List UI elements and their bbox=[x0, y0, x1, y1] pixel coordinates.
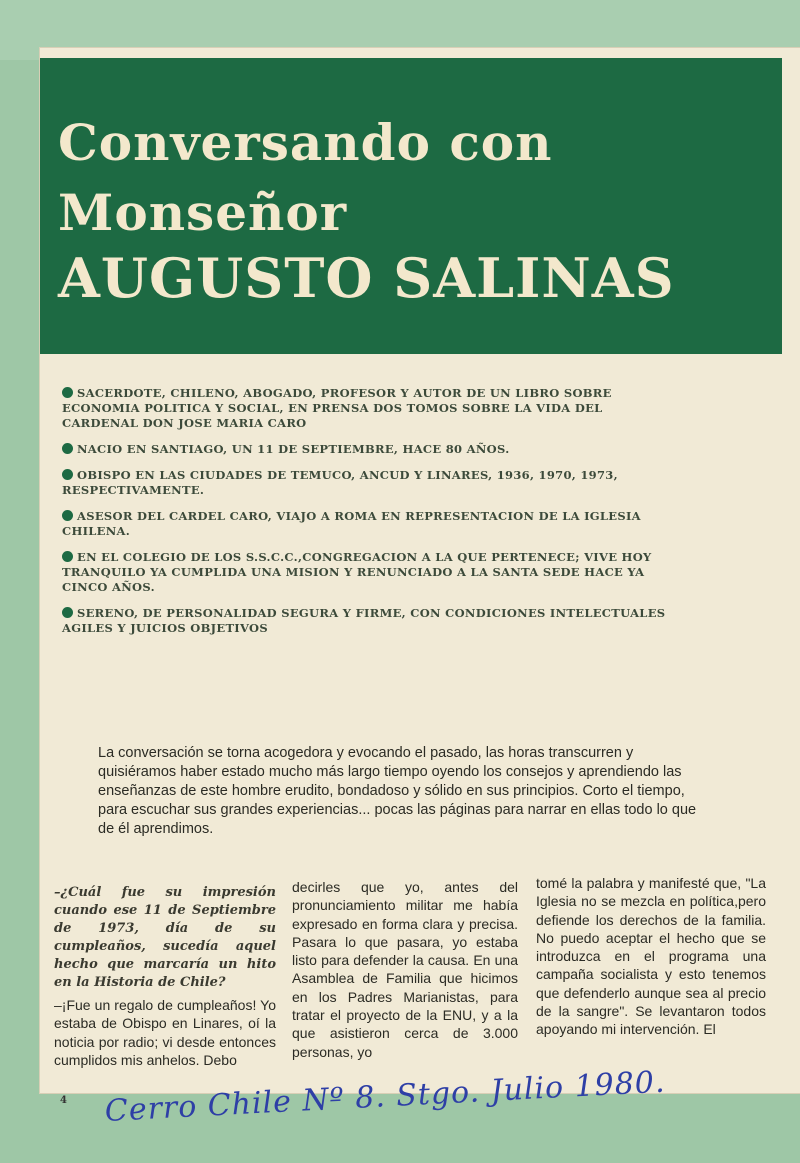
bullet-dot-icon bbox=[62, 443, 73, 454]
article-column-1 bbox=[54, 884, 276, 1069]
article-column-2 bbox=[292, 878, 518, 1061]
answer-text-2: decirles que yo, antes del pronunciamiento militar me había expresado en forma clara y precisa. Pasara lo que pasara, yo estaba listo para defender la causa. En una Asamblea de Familia que hicimos en los Padres Marianistas, para tratar el proyecto de la ENU, y a la que asistieron cerca de 3.000 personas, yo bbox=[292, 879, 518, 1060]
bullet-item: EN EL COLEGIO DE LOS S.S.C.C.,CONGREGACION A LA QUE PERTENECE; VIVE HOY TRANQUILO YA CUMPLIDA UNA MISION Y RENUNCIADO A LA SANTA SEDE HACE YA CINCO AÑOS. bbox=[62, 550, 652, 594]
interview-question: –¿Cuál fue su impresión cuando ese 11 de Septiembre de 1973, día de su cumpleaños, sucedía aquel hecho que marcaría un hito en la Historia de Chile? bbox=[54, 885, 276, 990]
title-line-2: Monseñor bbox=[58, 183, 348, 242]
page-number: 4 bbox=[60, 1095, 67, 1106]
handwritten-source-note: Cerro Chile Nº 8. Stgo. Julio 1980. bbox=[104, 1064, 667, 1129]
bullet-dot-icon bbox=[62, 469, 73, 480]
title-banner bbox=[40, 58, 782, 354]
bullet-item: NACIO EN SANTIAGO, UN 11 DE SEPTIEMBRE, HACE 80 AÑOS. bbox=[62, 442, 670, 457]
bullet-item: SACERDOTE, CHILENO, ABOGADO, PROFESOR Y AUTOR DE UN LIBRO SOBRE ECONOMIA POLITICA Y SOCIAL, EN PRENSA DOS TOMOS SOBRE LA VIDA DEL CARDENAL DON JOSE MARIA CARO bbox=[62, 386, 612, 430]
bullet-item: OBISPO EN LAS CIUDADES DE TEMUCO, ANCUD Y LINARES, 1936, 1970, 1973, RESPECTIVAMENTE. bbox=[62, 468, 618, 497]
answer-text-1: –¡Fue un regalo de cumpleaños! Yo estaba de Obispo en Linares, oí la noticia por radio; vi desde entonces cumplidos mis anhelos. Debo bbox=[54, 997, 276, 1068]
bullet-item: SERENO, DE PERSONALIDAD SEGURA Y FIRME, CON CONDICIONES INTELECTUALES AGILES Y JUICIOS OBJETIVOS bbox=[62, 606, 666, 635]
bullet-item: ASESOR DEL CARDEL CARO, VIAJO A ROMA EN REPRESENTACION DE LA IGLESIA CHILENA. bbox=[62, 509, 641, 538]
bullet-dot-icon bbox=[62, 607, 73, 618]
bullet-dot-icon bbox=[62, 551, 73, 562]
intro-paragraph: La conversación se torna acogedora y evocando el pasado, las horas transcurren y quisiéramos haber estado mucho más largo tiempo oyendo los consejos y aprendiendo las enseñanzas de este hombre erudito, bondadoso y sólido en sus principios. Corto el tiempo, para escuchar sus grandes experiencias... pocas las páginas para narrar en ellas todo lo que de él aprendimos. bbox=[98, 745, 697, 837]
title-line-1: Conversando con bbox=[58, 113, 553, 172]
title-line-3: AUGUSTO SALINAS bbox=[58, 246, 675, 310]
bullet-dot-icon bbox=[62, 387, 73, 398]
article-column-3 bbox=[536, 874, 766, 1039]
bullet-list bbox=[62, 386, 670, 647]
bullet-dot-icon bbox=[62, 510, 73, 521]
answer-text-3: tomé la palabra y manifesté que, "La Iglesia no se mezcla en política,pero defiende los derechos de la familia. No puedo aceptar el hecho que se introduzca en el programa una campaña socialista y esto tenemos que defenderlo aunque sea al precio de la sangre". Se levantaron todos apoyando mi intervención. El bbox=[536, 875, 766, 1038]
